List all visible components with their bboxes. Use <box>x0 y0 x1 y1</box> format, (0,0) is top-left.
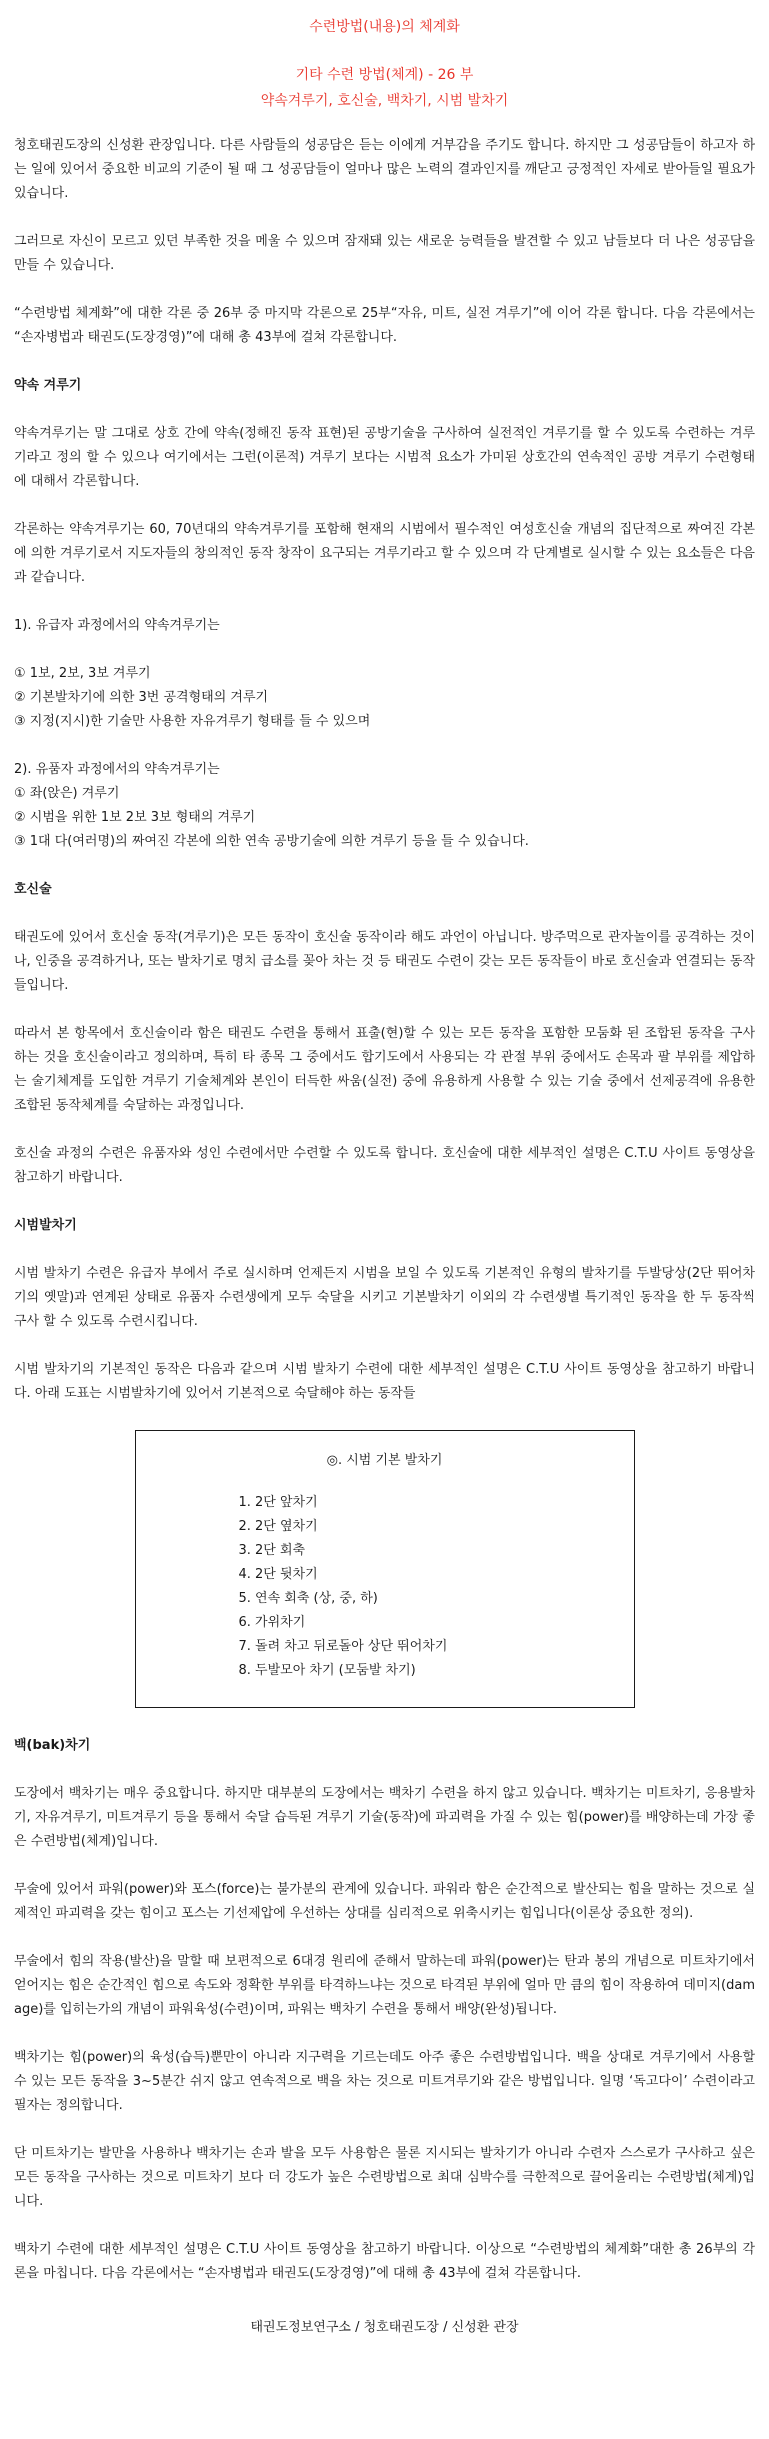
demo-kick-item: 8. 두발모아 차기 (모둠발 차기) <box>238 1663 416 1678</box>
youth-list-heading: 1). 유급자 과정에서의 약속겨루기는 <box>14 618 220 633</box>
intro-paragraph-1: 청호태권도장의 신성환 관장입니다. 다른 사람들의 성공담은 듣는 이에게 거부감을 주기도 합니다. 하지만 그 성공담들이 하고자 하는 일에 있어서 중요한 비교의 기준이 될 때 그 성공담들이 얼마나 많은 노력의 결과인지를 깨닫고 긍정적인 자세로 받아들일 필요가 있습니다. <box>14 138 755 201</box>
demo-kick-item: 2. 2단 옆차기 <box>238 1519 318 1534</box>
dan-list-item: ② 시범을 위한 1보 2보 3보 형태의 겨루기 <box>14 810 256 825</box>
section-heading-promise: 약속 겨루기 <box>14 378 82 393</box>
selfdefense-paragraph-3: 호신술 과정의 수련은 유품자와 성인 수련에서만 수련할 수 있도록 합니다. 호신술에 대한 세부적인 설명은 C.T.U 사이트 동영상을 참고하기 바랍니다. <box>14 1146 755 1185</box>
demo-kick-item: 6. 가위차기 <box>238 1615 306 1630</box>
dan-list-item: ① 좌(앉은) 겨루기 <box>14 786 120 801</box>
page-subtitle: 기타 수련 방법(체계) - 26 부 <box>295 67 474 83</box>
intro-paragraph-3: “수련방법 체계화”에 대한 각론 중 26부 중 마지막 각론으로 25부“자유, 미트, 실전 겨루기”에 이어 각론 합니다. 다음 각론에서는 “손자병법과 태권도(도장경영)”에 대해 총 43부에 걸쳐 각론합니다. <box>14 306 755 345</box>
demo-kick-item: 3. 2단 회축 <box>238 1543 306 1558</box>
bak-paragraph-3: 무술에서 힘의 작용(발산)을 말할 때 보편적으로 6대경 원리에 준해서 말하는데 파워(power)는 탄과 봉의 개념으로 미트차기에서 얻어지는 힘은 순간적인 힘으로 속도와 정확한 부위를 타격하느냐는 것으로 타격된 부위에 얼마 만 큼의 힘이 작용하여 데미지(damage)를 입히는가의 개념이 파워육성(수련)이며, 파워는 백차기 수련을 통해서 배양(완성)됩니다. <box>14 1954 755 2017</box>
bak-paragraph-2: 무술에 있어서 파워(power)와 포스(force)는 불가분의 관계에 있습니다. 파워라 함은 순간적으로 발산되는 힘을 말하는 것으로 실제적인 파괴력을 갖는 힘이고 포스는 기선제압에 우선하는 상대를 심리적으로 위축시키는 힘입니다(이론상 중요한 정의). <box>14 1882 755 1921</box>
bak-paragraph-5: 단 미트차기는 발만을 사용하나 백차기는 손과 발을 모두 사용함은 물론 지시되는 발차기가 아니라 수련자 스스로가 구사하고 싶은 모든 동작을 구사하는 것으로 미트차기 보다 더 강도가 높은 수련방법으로 최대 심박수를 극한적으로 끌어올리는 수련방법(체계)입니다. <box>14 2146 755 2209</box>
section-heading-demo: 시범발차기 <box>14 1218 77 1233</box>
selfdefense-paragraph-2: 따라서 본 항목에서 호신술이라 함은 태권도 수련을 통해서 표출(현)할 수 있는 모든 동작을 포함한 모둠화 된 조합된 동작을 구사 하는 것을 호신술이라고 정의하며, 특히 타 종목 그 중에서도 합기도에서 사용되는 각 관절 부위 중에서도 손목과 팔 부위를 제압하는 술기체계를 도입한 겨루기 기술체계와 본인이 터득한 싸움(실전) 중에 유용하게 사용할 수 있는 기술 중에서 선제공격에 유용한 조합된 동작체계를 숙달하는 과정입니다. <box>14 1026 755 1113</box>
youth-list-item: ① 1보, 2보, 3보 겨루기 <box>14 666 151 681</box>
bak-paragraph-1: 도장에서 백차기는 매우 중요합니다. 하지만 대부분의 도장에서는 백차기 수련을 하지 않고 있습니다. 백차기는 미트차기, 응용발차기, 자유겨루기, 미트겨루기 등을 통해서 숙달 습득된 겨루기 기술(동작)에 파괴력을 가질 수 있는 힘(power)를 배양하는데 가장 좋은 수련방법(체계)입니다. <box>14 1786 755 1849</box>
page-topics: 약속겨루기, 호신술, 백차기, 시범 발차기 <box>260 93 509 109</box>
promise-paragraph-2: 각론하는 약속겨루기는 60, 70년대의 약속겨루기를 포함해 현재의 시범에서 필수적인 여성호신술 개념의 집단적으로 짜여진 각본에 의한 겨루기로서 지도자들의 창의적인 동작 창작이 요구되는 겨루기라고 할 수 있으며 각 단계별로 실시할 수 있는 요소들은 다음과 같습니다. <box>14 522 755 585</box>
demo-kick-box <box>135 1430 635 1708</box>
demo-kick-item: 1. 2단 앞차기 <box>238 1495 318 1510</box>
demo-kick-item: 4. 2단 뒷차기 <box>238 1567 318 1582</box>
youth-list-item: ③ 지정(지시)한 기술만 사용한 자유겨루기 형태를 들 수 있으며 <box>14 714 371 729</box>
dan-list-item: ③ 1대 다(여러명)의 짜여진 각본에 의한 연속 공방기술에 의한 겨루기 등을 들 수 있습니다. <box>14 834 529 849</box>
demo-kick-item: 5. 연속 회축 (상, 중, 하) <box>238 1591 378 1606</box>
title-block <box>14 14 755 114</box>
section-heading-selfdefense: 호신술 <box>14 882 52 897</box>
section-heading-bak: 백(bak)차기 <box>14 1738 91 1753</box>
youth-list-item: ② 기본발차기에 의한 3번 공격형태의 겨루기 <box>14 690 269 705</box>
demo-kick-list <box>136 1491 634 1683</box>
dan-list-heading: 2). 유품자 과정에서의 약속겨루기는 <box>14 762 220 777</box>
promise-paragraph-1: 약속겨루기는 말 그대로 상호 간에 약속(정해진 동작 표현)된 공방기술을 구사하여 실전적인 겨루기를 할 수 있도록 수련하는 겨루기라고 정의 할 수 있으나 여기에서는 그런(이론적) 겨루기 보다는 시범적 요소가 가미된 상호간의 연속적인 공방 겨루기 수련형태에 대해서 각론합니다. <box>14 426 755 489</box>
demo-paragraph-1: 시범 발차기 수련은 유급자 부에서 주로 실시하며 언제든지 시범을 보일 수 있도록 기본적인 유형의 발차기를 두발당상(2단 뛰어차기의 옛말)과 연계된 상태로 유품자 수련생에게 모두 숙달을 시키고 기본발차기 이외의 각 수련생별 특기적인 동작을 한 두 동작씩 구사 할 수 있도록 수련시킵니다. <box>14 1266 755 1329</box>
bak-paragraph-4: 백차기는 힘(power)의 육성(습득)뿐만이 아니라 지구력을 기르는데도 아주 좋은 수련방법입니다. 백을 상대로 겨루기에서 사용할 수 있는 모든 동작을 3~5분간 쉬지 않고 연속적으로 백을 차는 것으로 미트겨루기와 같은 방법입니다. 일명 ‘독고다이’ 수련이라고 필자는 정의합니다. <box>14 2050 755 2113</box>
intro-paragraph-2: 그러므로 자신이 모르고 있던 부족한 것을 메울 수 있으며 잠재돼 있는 새로운 능력들을 발견할 수 있고 남들보다 더 나은 성공담을 만들 수 있습니다. <box>14 234 755 273</box>
bak-paragraph-6: 백차기 수련에 대한 세부적인 설명은 C.T.U 사이트 동영상을 참고하기 바랍니다. 이상으로 “수련방법의 체계화”대한 총 26부의 각론을 마칩니다. 다음 각론에서는 “손자병법과 태권도(도장경영)”에 대해 총 43부에 걸쳐 각론합니다. <box>14 2242 755 2281</box>
demo-paragraph-2: 시범 발차기의 기본적인 동작은 다음과 같으며 시범 발차기 수련에 대한 세부적인 설명은 C.T.U 사이트 동영상을 참고하기 바랍니다. 아래 도표는 시범발차기에 있어서 기본적으로 숙달해야 하는 동작들 <box>14 1362 755 1401</box>
footer-credit: 태권도정보연구소 / 청호태권도장 / 신성환 관장 <box>250 2320 519 2335</box>
page-title: 수련방법(내용)의 체계화 <box>309 19 460 35</box>
selfdefense-paragraph-1: 태권도에 있어서 호신술 동작(겨루기)은 모든 동작이 호신술 동작이라 해도 과언이 아닙니다. 방주먹으로 관자놀이를 공격하는 것이나, 인중을 공격하거나, 또는 발차기로 명치 급소를 꽂아 차는 것 등 태권도 수련이 갖는 모든 동작들이 바로 호신술과 연결되는 동작들입니다. <box>14 930 755 993</box>
demo-kick-box-title: ◎. 시범 기본 발차기 <box>326 1453 443 1468</box>
demo-kick-item: 7. 돌려 차고 뒤로돌아 상단 뛰어차기 <box>238 1639 448 1654</box>
